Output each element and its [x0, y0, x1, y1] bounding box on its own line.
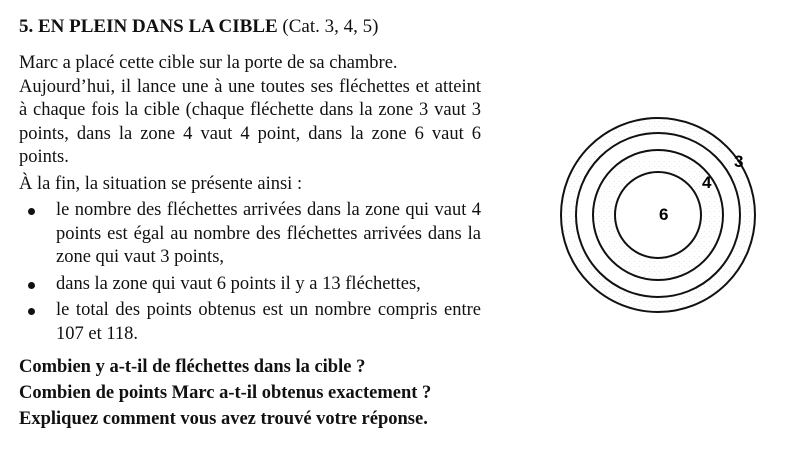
- questions-block: [19, 354, 431, 432]
- problem-statement: [19, 52, 481, 349]
- paragraph-rules: Aujourd’hui, il lance une à une toutes ses fléchettes et atteint à chaque fois la cible (chaque fléchette dans la zone 3 vaut 3 points, dans la zone 4 vaut 4 point, dans la zone 6 vaut 6 points.: [19, 76, 481, 167]
- inner-zone: [615, 172, 701, 258]
- bullet-icon: [28, 282, 35, 289]
- bullet-icon: [28, 208, 35, 215]
- dartboard-target: [553, 115, 763, 325]
- question-explain: Expliquez comment vous avez trouvé votre réponse.: [19, 409, 428, 429]
- title-categories: (Cat. 3, 4, 5): [282, 16, 379, 37]
- title-main: 5. EN PLEIN DANS LA CIBLE: [19, 16, 278, 37]
- condition-text: dans la zone qui vaut 6 points il y a 13 fléchettes,: [56, 273, 421, 294]
- question-dart-count: Combien y a-t-il de fléchettes dans la cible ?: [19, 357, 366, 377]
- list-item: [19, 199, 481, 270]
- zone-3-label: 3: [734, 152, 744, 171]
- paragraph-intro: Marc a placé cette cible sur la porte de sa chambre.: [19, 53, 398, 73]
- bullet-icon: [28, 308, 35, 315]
- zone-4-label: 4: [702, 173, 712, 192]
- list-item: [19, 273, 481, 297]
- problem-title: [19, 16, 378, 38]
- zone-6-label: 6: [659, 205, 669, 224]
- question-points: Combien de points Marc a-t-il obtenus exactement ?: [19, 383, 432, 403]
- paragraph-situation: À la fin, la situation se présente ainsi :: [19, 173, 303, 194]
- conditions-list: [19, 199, 481, 346]
- condition-text: le nombre des fléchettes arrivées dans la zone qui vaut 4 points est égal au nombre des fléchettes arrivées dans la zone qui vaut 3 points,: [56, 200, 481, 267]
- list-item: [19, 299, 481, 346]
- condition-text: le total des points obtenus est un nombre compris entre 107 et 118.: [56, 300, 481, 344]
